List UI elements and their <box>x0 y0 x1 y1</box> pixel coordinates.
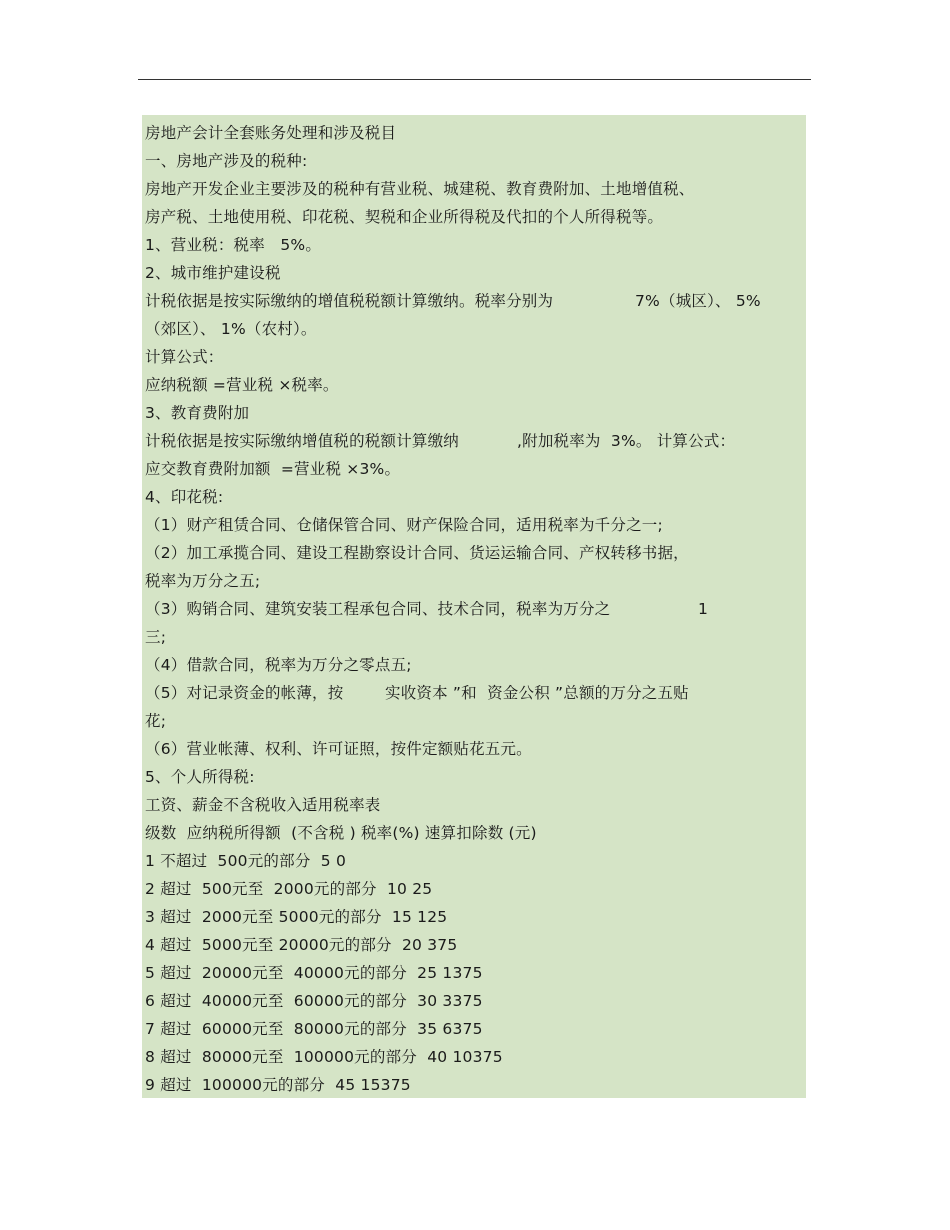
table-row: 2 超过 500元至 2000元的部分 10 25 <box>145 880 433 898</box>
item-3-rate: ,附加税率为 3%。 计算公式： <box>517 432 736 450</box>
stamp-rule-4: （4）借款合同，税率为万分之零点五; <box>145 656 412 674</box>
item-2-rate-2: （郊区）、 1%（农村）。 <box>145 320 317 338</box>
table-header: 级数 应纳税所得额 (不含税 ) 税率(%) 速算扣除数 (元) <box>145 824 537 842</box>
item-2-formula-label: 计算公式： <box>145 348 224 366</box>
item-1-business-tax: 1、营业税：税率 5%。 <box>145 236 322 254</box>
item-2-heading: 2、城市维护建设税 <box>145 264 281 282</box>
stamp-rule-1: （1）财产租赁合同、仓储保管合同、财产保险合同，适用税率为千分之一; <box>145 516 663 534</box>
item-5-heading: 5、个人所得税: <box>145 768 255 786</box>
item-2-rate-1: 7%（城区）、 5% <box>635 292 761 310</box>
item-3-basis: 计税依据是按实际缴纳增值税的税额计算缴纳 <box>145 432 460 450</box>
doc-title: 房地产会计全套账务处理和涉及税目 <box>145 124 397 142</box>
table-row: 6 超过 40000元至 60000元的部分 30 3375 <box>145 992 483 1010</box>
stamp-rule-3-line <box>145 599 785 619</box>
stamp-rule-6: （6）营业帐薄、权利、许可证照，按件定额贴花五元。 <box>145 740 532 758</box>
item-3-basis-line <box>145 431 785 451</box>
table-row: 7 超过 60000元至 80000元的部分 35 6375 <box>145 1020 483 1038</box>
stamp-rule-2: （2）加工承揽合同、建设工程勘察设计合同、货运运输合同、产权转移书据， <box>145 544 689 562</box>
table-row: 8 超过 80000元至 100000元的部分 40 10375 <box>145 1048 503 1066</box>
item-2-basis: 计税依据是按实际缴纳的增值税税额计算缴纳。税率分别为 <box>145 292 554 310</box>
intro-line-1: 房地产开发企业主要涉及的税种有营业税、城建税、教育费附加、土地增值税、 <box>145 180 695 198</box>
stamp-rule-5-line <box>145 683 785 703</box>
item-4-heading: 4、印花税: <box>145 488 224 506</box>
stamp-rule-5-detail: 实收资本 ”和 资金公积 ”总额的万分之五贴 <box>385 684 689 702</box>
table-title: 工资、薪金不含税收入适用税率表 <box>145 796 381 814</box>
stamp-rule-2-cont: 税率为万分之五; <box>145 572 261 590</box>
header-rule <box>138 79 811 80</box>
stamp-rule-3-num: 1 <box>698 600 709 618</box>
item-3-heading: 3、教育费附加 <box>145 404 250 422</box>
table-row: 1 不超过 500元的部分 5 0 <box>145 852 347 870</box>
stamp-rule-5-cont: 花; <box>145 712 167 730</box>
item-2-formula: 应纳税额 =营业税 ×税率。 <box>145 376 339 394</box>
item-3-formula: 应交教育费附加额 =营业税 ×3%。 <box>145 460 401 478</box>
table-row: 9 超过 100000元的部分 45 15375 <box>145 1076 411 1094</box>
table-row: 5 超过 20000元至 40000元的部分 25 1375 <box>145 964 483 982</box>
stamp-rule-3: （3）购销合同、建筑安装工程承包合同、技术合同，税率为万分之 <box>145 600 611 618</box>
section-heading: 一、房地产涉及的税种: <box>145 152 308 170</box>
table-row: 4 超过 5000元至 20000元的部分 20 375 <box>145 936 458 954</box>
stamp-rule-3-cont: 三; <box>145 628 167 646</box>
item-2-basis-line <box>145 291 785 311</box>
stamp-rule-5: （5）对记录资金的帐薄，按 <box>145 684 344 702</box>
table-row: 3 超过 2000元至 5000元的部分 15 125 <box>145 908 448 926</box>
intro-line-2: 房产税、土地使用税、印花税、契税和企业所得税及代扣的个人所得税等。 <box>145 208 664 226</box>
